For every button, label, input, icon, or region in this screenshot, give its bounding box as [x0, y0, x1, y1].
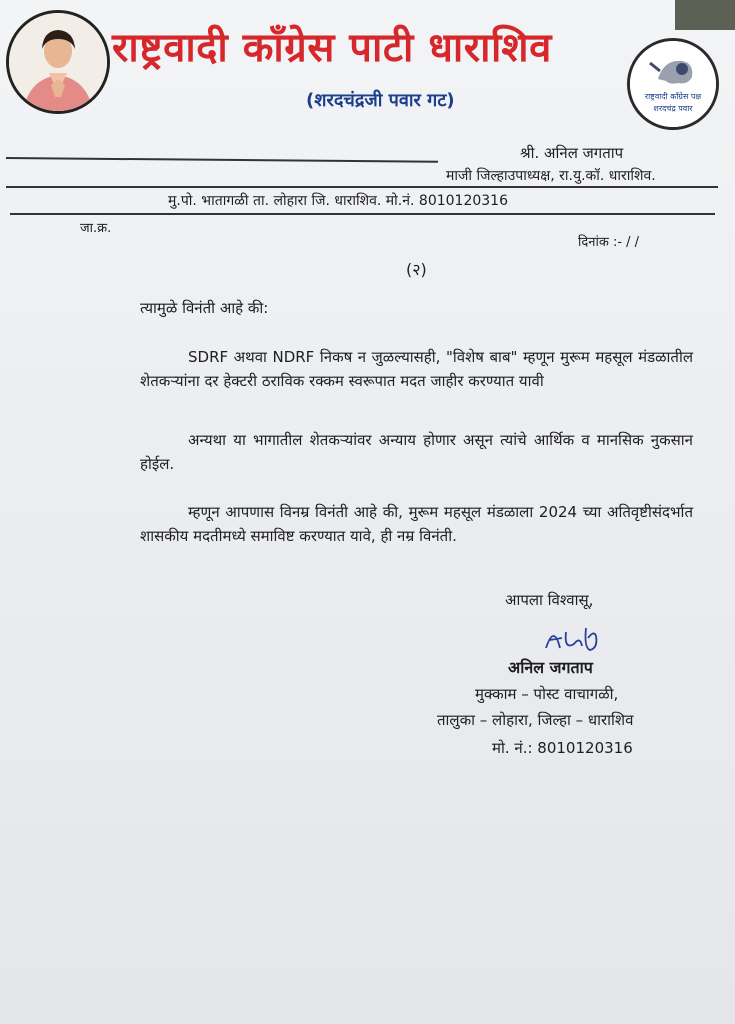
reference-number-label: जा.क्र.	[80, 221, 112, 236]
signatory-address-line-2: तालुका – लोहारा, जिल्हा – धाराशिव	[437, 711, 634, 729]
signatory-name: अनिल जगताप	[508, 658, 593, 677]
leader-photo	[6, 10, 110, 114]
closing-salutation: आपला विश्वासू,	[505, 591, 594, 609]
header-rule-top	[6, 186, 718, 188]
date-label: दिनांक :- / /	[578, 235, 640, 250]
body-paragraph: अन्यथा या भागातील शेतकऱ्यांवर अन्याय होणार असून त्यांचे आर्थिक व मानसिक नुकसान होईल.	[140, 431, 693, 473]
body-paragraph: SDRF अथवा NDRF निकष न जुळल्यासही, "विशेष बाब" म्हणून मुरूम महसूल मंडळातील शेतकऱ्यांना दर हेक्टरी ठराविक रक्कम स्वरूपात मदत जाहीर करण्यात यावी	[140, 348, 693, 390]
sender-designation: माजी जिल्हाउपाध्यक्ष, रा.यु.कॉ. धाराशिव.	[446, 168, 656, 184]
page-number: (२)	[406, 260, 427, 279]
body-paragraph: म्हणून आपणास विनम्र विनंती आहे की, मुरूम महसूल मंडळाला 2024 च्या अतिवृष्टीसंदर्भात शासकीय मदतीमध्ये समाविष्ट करण्यात यावे, ही नम्र विनंती.	[140, 503, 693, 545]
sender-address: मु.पो. भातागळी ता. लोहारा जि. धाराशिव. मो.नं. 8010120316	[168, 193, 508, 209]
logo-text-top: राष्ट्रवादी कॉंग्रेस पक्ष	[644, 92, 702, 101]
party-subtitle: (शरदचंद्रजी पवार गट)	[306, 90, 455, 111]
logo-text-bottom: शरदचंद्र पवार	[653, 104, 693, 113]
party-title: राष्ट्रवादी कॉंग्रेस पाटी धाराशिव	[112, 25, 552, 71]
background-corner	[675, 0, 735, 30]
sender-name: श्री. अनिल जगताप	[520, 144, 624, 162]
intro-line: त्यामुळे विनंती आहे की:	[140, 299, 269, 317]
signature	[540, 622, 610, 656]
header-rule-bottom	[10, 213, 715, 215]
party-logo	[627, 38, 719, 130]
signatory-address-line-1: मुक्काम – पोस्ट वाचागळी,	[475, 685, 619, 703]
signatory-mobile: मो. नं.: 8010120316	[492, 739, 633, 757]
header-rule-short	[6, 157, 438, 163]
